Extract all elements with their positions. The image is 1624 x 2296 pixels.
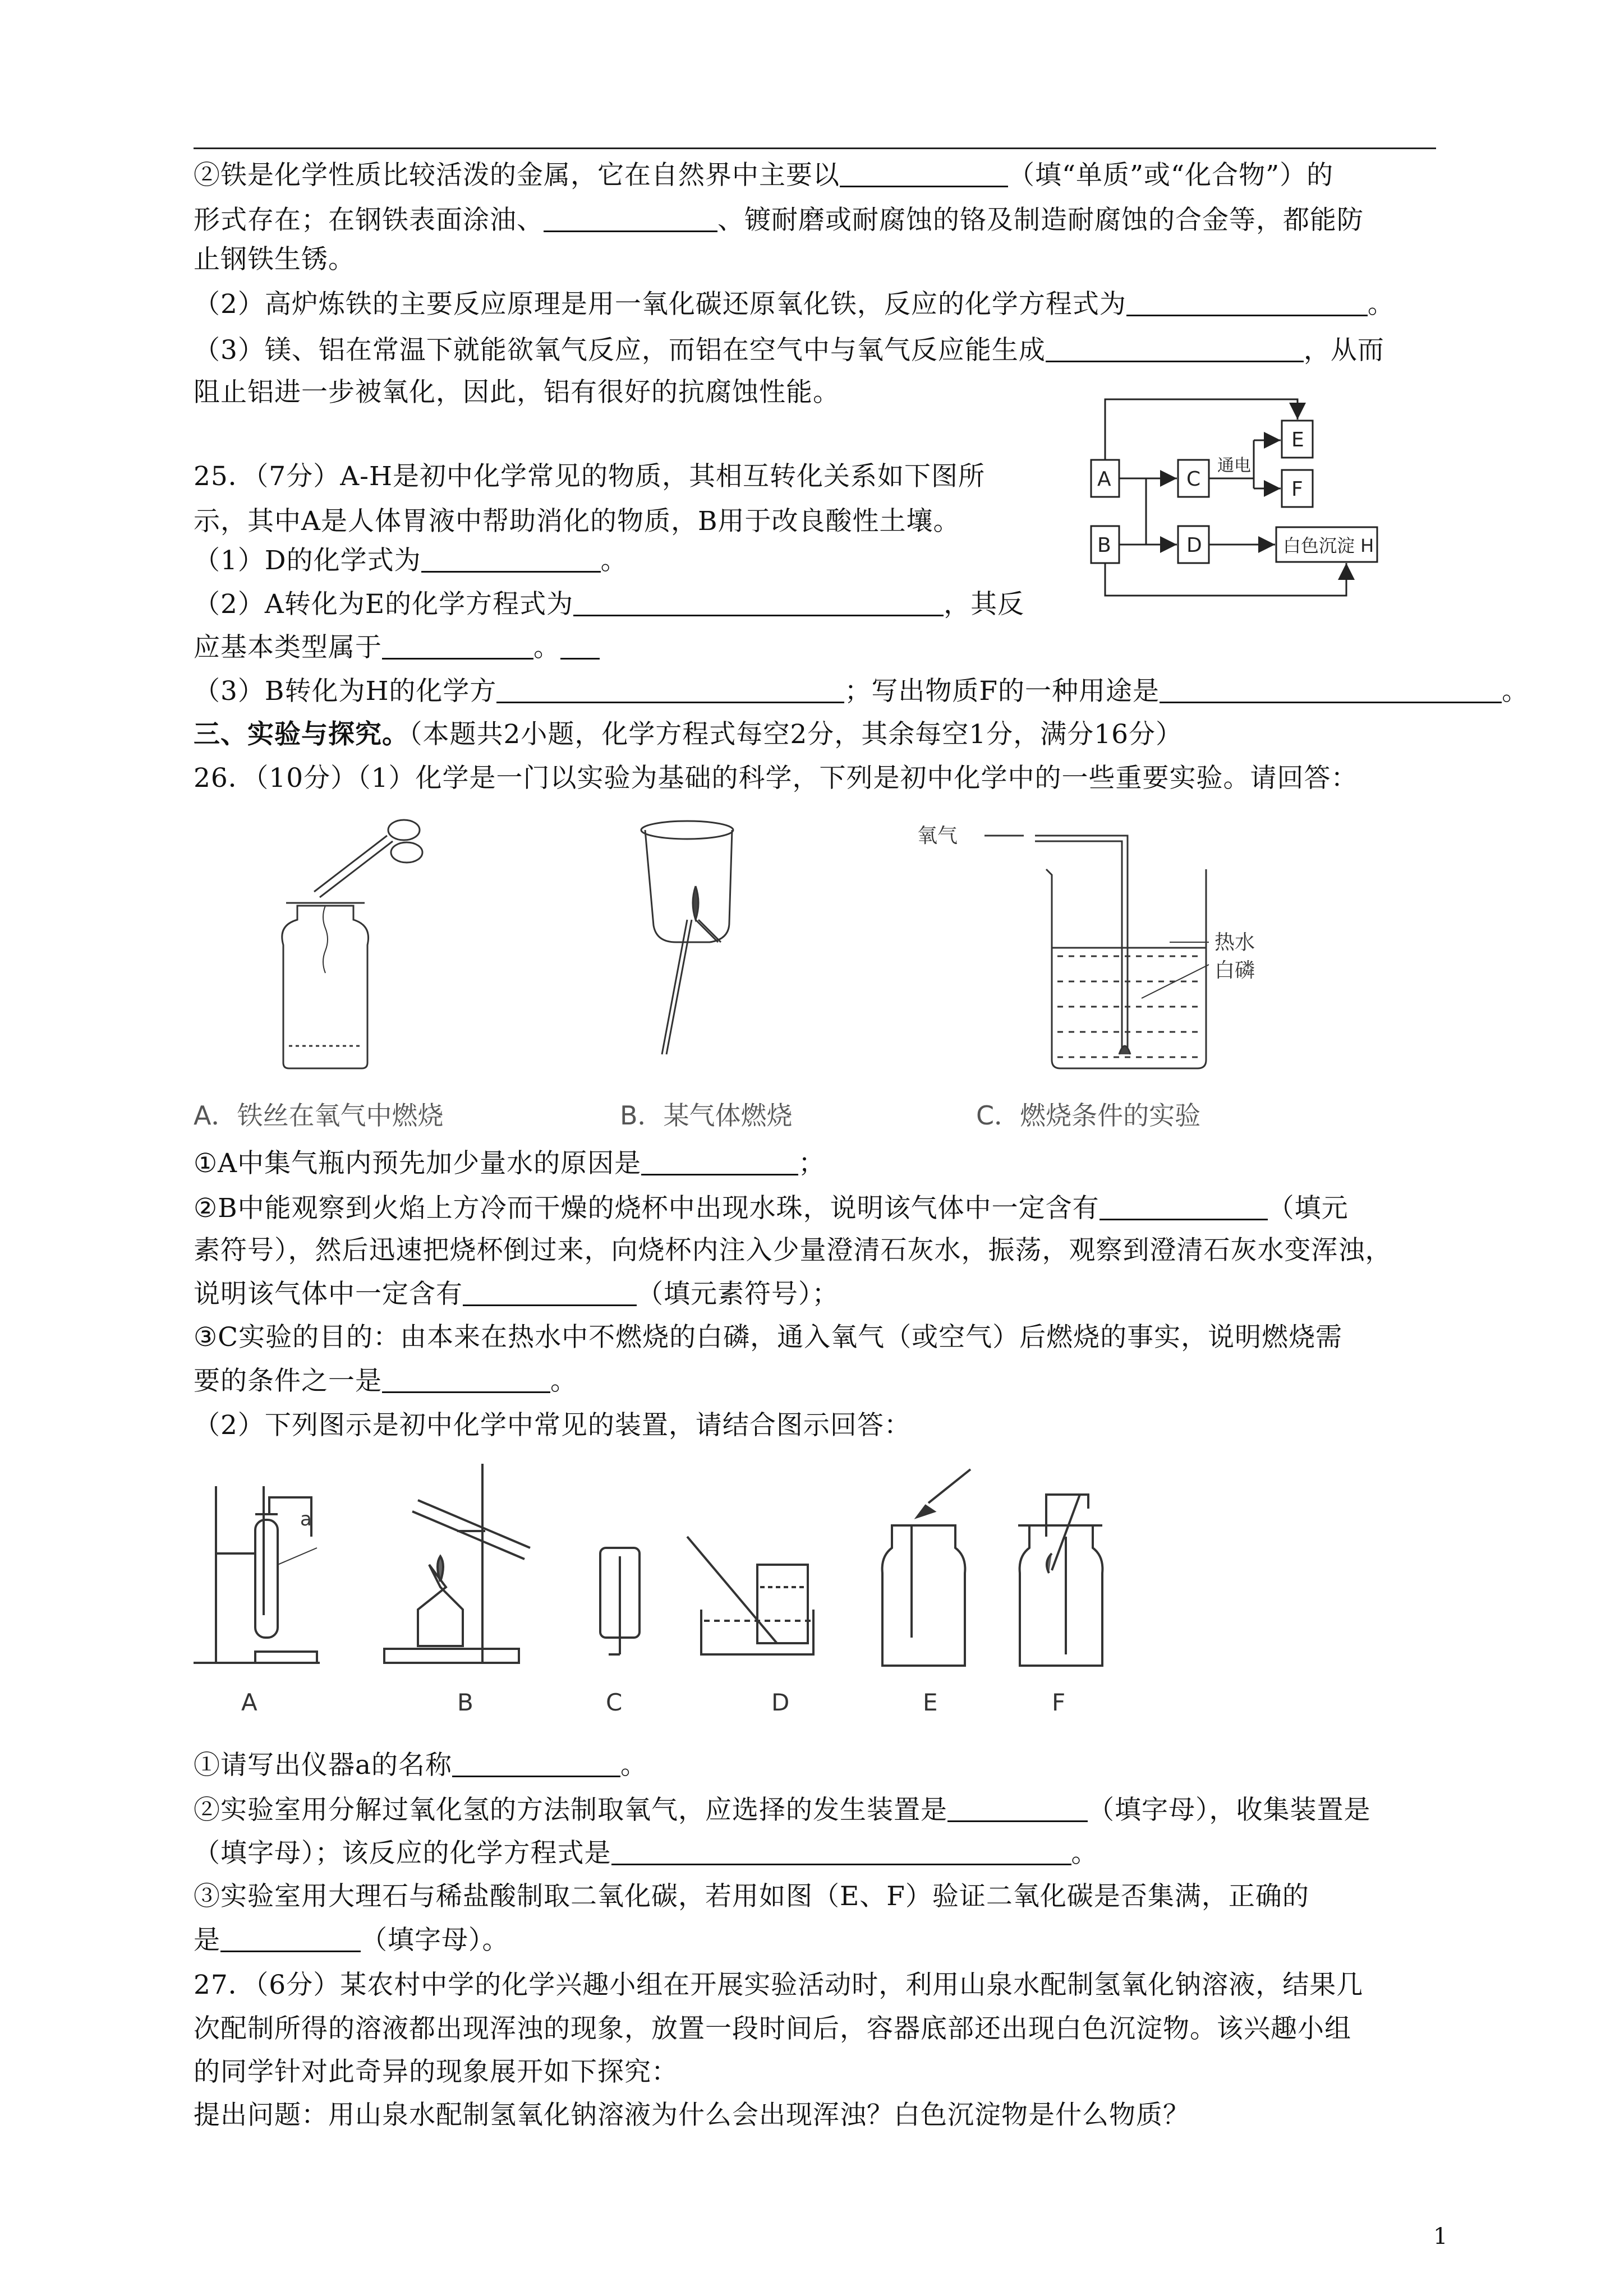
q26-b3-cont: 是 （填字母）。	[194, 1925, 509, 1956]
node-b: B	[1097, 534, 1111, 557]
section-3-heading: 三、实验与探究。（本题共2小题，化学方程式每空2分，其余每空1分，满分16分）	[194, 719, 1183, 750]
q26-answer-3-cont: 要的条件之一是 。	[194, 1366, 577, 1396]
node-c: C	[1186, 468, 1201, 491]
q25-sub-2: （2）A转化为E的化学方程式为 ，其反	[194, 589, 1025, 620]
page-number: 1	[1433, 2224, 1448, 2249]
white-phosphorus-label: 白磷	[1214, 959, 1255, 982]
q24-part-3: （3）镁、铝在常温下就能欲氧气反应，而铝在空气中与氧气反应能生成 ，从而	[194, 335, 1384, 366]
q25-sub-1: （1）D的化学式为 。	[194, 545, 628, 576]
label-a: A	[241, 1689, 257, 1716]
q25-intro-1: 25．（7分）A-H是初中化学常见的物质，其相互转化关系如下图所	[194, 461, 986, 492]
answer-blank[interactable]	[840, 161, 1008, 187]
q25-sub-2-cont: 应基本类型属于 。	[194, 631, 600, 665]
q26-b2-cont: （填字母）；该反应的化学方程式是 。	[194, 1838, 1098, 1869]
hot-water-label: 热水	[1214, 931, 1255, 954]
apparatus-c	[600, 1548, 640, 1654]
label-c: C	[606, 1689, 623, 1716]
answer-blank[interactable]	[220, 1926, 361, 1952]
label-e: E	[923, 1689, 938, 1716]
answer-blank[interactable]	[573, 590, 944, 616]
q26-intro: 26．（10分）（1）化学是一门以实验为基础的科学，下列是初中化学中的一些重要实验。请回答：	[194, 763, 1358, 794]
node-a: A	[1097, 468, 1111, 491]
node-e: E	[1291, 428, 1304, 451]
answer-blank[interactable]	[641, 1149, 798, 1175]
beaker-over-flame	[641, 821, 733, 1054]
label-a-instrument: a	[300, 1508, 312, 1530]
q24-part-2: （2）高炉炼铁的主要反应原理是用一氧化碳还原氧化铁，反应的化学方程式为 。	[194, 289, 1395, 320]
apparatus-e	[882, 1469, 970, 1666]
q26-b3: ③实验室用大理石与稀盐酸制取二氧化碳，若用如图（E、F）验证二氧化碳是否集满，正确的	[194, 1881, 1309, 1912]
answer-blank[interactable]	[1099, 1194, 1268, 1220]
answer-blank[interactable]	[463, 1280, 637, 1306]
q25-sub-3: （3）B转化为H的化学方 ；写出物质F的一种用途是 。	[194, 676, 1529, 707]
q27-line-2: 次配制所得的溶液都出现浑浊的现象，放置一段时间后，容器底部还出现白色沉淀物。该兴趣小组	[194, 2013, 1351, 2044]
q25-reaction-diagram	[1085, 387, 1439, 611]
answer-blank[interactable]	[496, 677, 844, 703]
answer-blank[interactable]	[1126, 290, 1368, 316]
node-f: F	[1291, 478, 1303, 501]
q26-answer-2-cont: 素符号），然后迅速把烧杯倒过来，向烧杯内注入少量澄清石灰水，振荡，观察到澄清石灰水变浑浊，	[194, 1235, 1392, 1266]
apparatus-f	[1018, 1495, 1102, 1666]
q26-b1: ①请写出仪器a的名称 。	[194, 1750, 648, 1781]
q27-line-3: 的同学针对此奇异的现象展开如下探究：	[194, 2057, 678, 2087]
q24-line-2: 形式存在；在钢铁表面涂油、 、镀耐磨或耐腐蚀的铬及制造耐腐蚀的合金等，都能防	[194, 205, 1364, 236]
header-rule	[194, 147, 1436, 149]
q24-line-1: ②铁是化学性质比较活泼的金属，它在自然界中主要以 （填“单质”或“化合物”）的	[194, 160, 1334, 191]
caption-c: C．燃烧条件的实验	[976, 1100, 1201, 1131]
answer-blank[interactable]	[421, 546, 601, 573]
answer-blank[interactable]	[382, 1367, 550, 1393]
q26-answer-1: ①A中集气瓶内预先加少量水的原因是 ；	[194, 1148, 826, 1179]
apparatus-d	[687, 1537, 813, 1654]
oxygen-label: 氧气	[917, 824, 958, 847]
node-h: 白色沉淀 H	[1283, 535, 1374, 556]
label-f: F	[1052, 1689, 1066, 1716]
q26-answer-3: ③C实验的目的：由本来在热水中不燃烧的白磷，通入氧气（或空气）后燃烧的事实，说明燃烧需	[194, 1322, 1343, 1353]
bottle-with-iron-wire	[282, 820, 422, 1068]
node-d: D	[1186, 534, 1202, 557]
caption-a: A．铁丝在氧气中燃烧	[194, 1100, 444, 1131]
answer-blank[interactable]	[452, 1751, 620, 1777]
q26-b2: ②实验室用分解过氧化氢的方法制取氧气，应选择的发生装置是 （填字母），收集装置是	[194, 1795, 1371, 1825]
label-b: B	[457, 1689, 473, 1716]
q24-line-3: 止钢铁生锈。	[194, 244, 355, 275]
label-d: D	[771, 1689, 790, 1716]
q27-line-1: 27．（6分）某农村中学的化学兴趣小组在开展实验活动时，利用山泉水配制氢氧化钠溶液，结果几	[194, 1970, 1364, 2000]
q26-answer-2-end: 说明该气体中一定含有 （填元素符号）；	[194, 1279, 839, 1310]
beaker-hot-water	[984, 836, 1209, 1068]
answer-blank[interactable]	[611, 1839, 1071, 1865]
apparatus-b	[384, 1464, 530, 1663]
answer-blank[interactable]	[1160, 677, 1502, 703]
q27-line-4: 提出问题：用山泉水配制氢氧化钠溶液为什么会出现浑浊？白色沉淀物是什么物质？	[194, 2100, 1190, 2131]
q26-answer-2: ②B中能观察到火焰上方冷而干燥的烧杯中出现水珠，说明该气体中一定含有 （填元	[194, 1193, 1349, 1224]
q26-apparatus-figure	[194, 1453, 1428, 1744]
answer-blank[interactable]	[544, 206, 717, 232]
q26-experiment-figure	[194, 813, 1315, 1138]
electrolysis-label: 通电	[1217, 456, 1251, 476]
answer-blank[interactable]	[560, 633, 600, 660]
answer-blank[interactable]	[382, 633, 533, 660]
caption-b: B．某气体燃烧	[620, 1100, 793, 1131]
q26-part-2: （2）下列图示是初中化学中常见的装置，请结合图示回答：	[194, 1410, 911, 1441]
q25-intro-2: 示，其中A是人体胃液中帮助消化的物质，B用于改良酸性土壤。	[194, 506, 960, 537]
q24-part-3-cont: 阻止铝进一步被氧化，因此，铝有很好的抗腐蚀性能。	[194, 377, 840, 408]
answer-blank[interactable]	[1046, 336, 1304, 362]
answer-blank[interactable]	[947, 1796, 1088, 1822]
